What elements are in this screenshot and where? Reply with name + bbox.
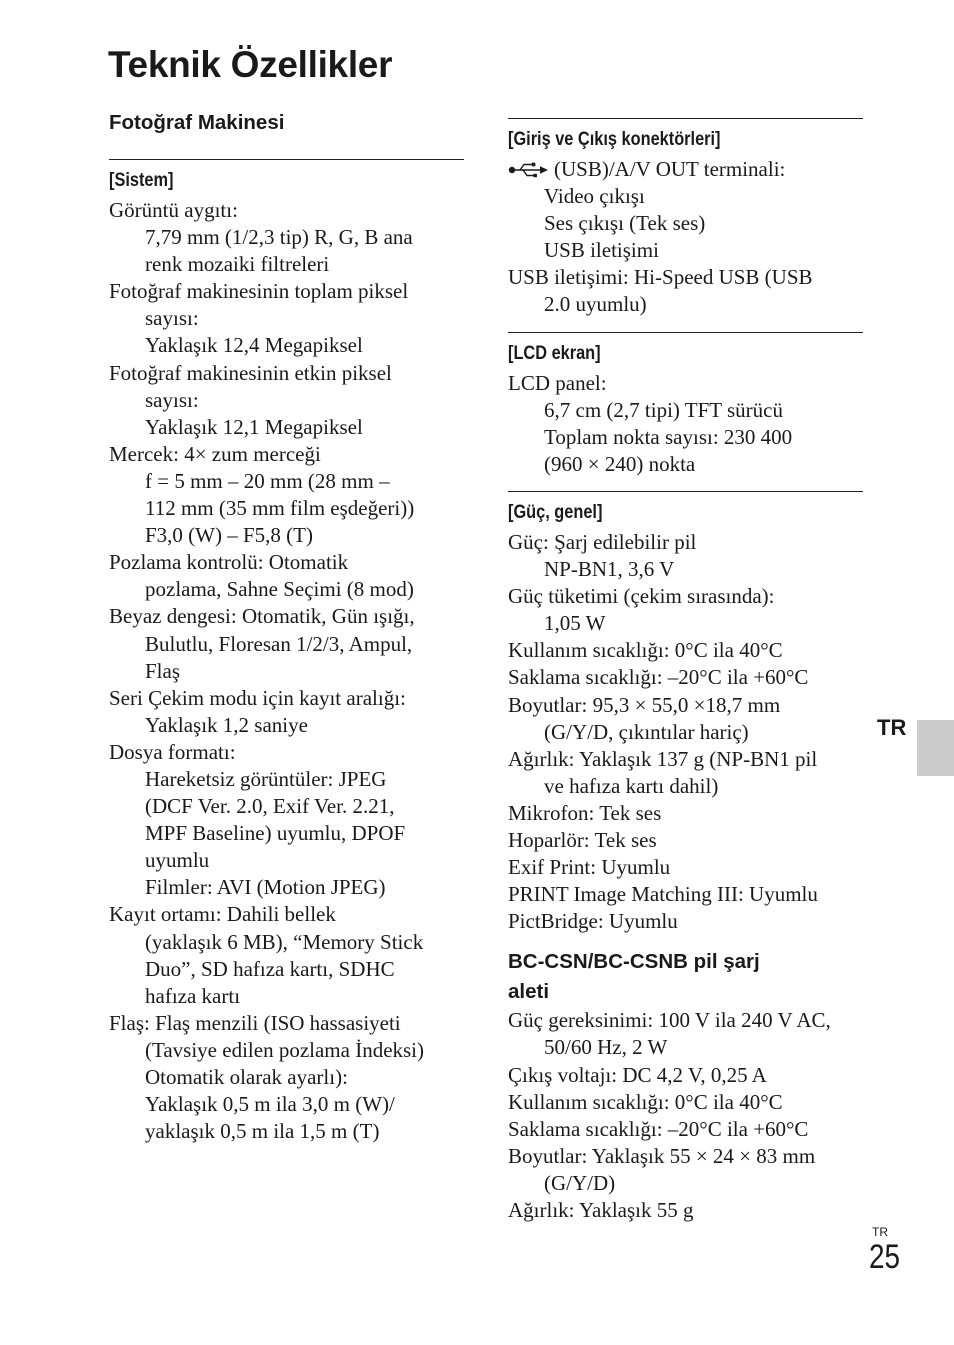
spec-line: NP-BN1, 3,6 V — [544, 557, 675, 582]
spec-line: Boyutlar: 95,3 × 55,0 ×18,7 mm — [508, 692, 781, 717]
spec-line: uyumlu — [145, 848, 210, 873]
spec-line: Saklama sıcaklığı: –20°C ila +60°C — [508, 665, 809, 690]
spec-line: Seri Çekim modu için kayıt aralığı: — [109, 685, 406, 710]
spec-line: 7,79 mm (1/2,3 tip) R, G, B ana — [145, 225, 413, 250]
spec-line: Flaş — [145, 658, 181, 683]
spec-line: Duo”, SD hafıza kartı, SDHC — [145, 956, 395, 981]
right-column — [508, 118, 863, 1224]
section-lcd — [508, 332, 863, 478]
spec-line: Güç gereksinimi: 100 V ila 240 V AC, — [508, 1008, 831, 1033]
usb-terminal-text: (USB)/A/V OUT terminali: — [554, 157, 786, 181]
spec-line: f = 5 mm – 20 mm (28 mm – — [145, 468, 390, 493]
spec-line: (G/Y/D) — [544, 1170, 616, 1195]
spec-line: Toplam nokta sayısı: 230 400 — [544, 424, 793, 449]
spec-line: USB iletişimi — [544, 238, 659, 263]
spec-line: Beyaz dengesi: Otomatik, Gün ışığı, — [109, 604, 415, 629]
spec-line: Flaş: Flaş menzili (ISO hassasiyeti — [109, 1010, 401, 1035]
charger-heading — [508, 947, 863, 1007]
spec-line: Hareketsiz görüntüler: JPEG — [145, 766, 387, 791]
charger-heading-line: BC-CSN/BC-CSNB pil şarj — [508, 950, 760, 974]
lcd-heading: [LCD ekran] — [508, 342, 601, 364]
spec-line: Dosya formatı: — [109, 739, 236, 764]
system-heading: [Sistem] — [109, 170, 174, 191]
usb-icon — [508, 162, 550, 178]
spec-line: Güç: Şarj edilebilir pil — [508, 529, 697, 554]
spec-line: 112 mm (35 mm film eşdeğeri)) — [145, 496, 415, 521]
spec-line: (yaklaşık 6 MB), “Memory Stick — [145, 929, 424, 954]
spec-line: PRINT Image Matching III: Uyumlu — [508, 882, 818, 907]
spec-line: Mercek: 4× zum merceği — [109, 441, 321, 466]
section-charger — [508, 1007, 863, 1224]
spec-line: sayısı: — [145, 306, 199, 331]
spec-line: ve hafıza kartı dahil) — [544, 773, 719, 798]
spec-line: Kayıt ortamı: Dahili bellek — [109, 902, 336, 927]
charger-heading-line: aleti — [508, 980, 550, 1004]
spec-line: Saklama sıcaklığı: –20°C ila +60°C — [508, 1116, 809, 1141]
spec-line: Kullanım sıcaklığı: 0°C ila 40°C — [508, 1089, 783, 1114]
power-heading: [Güç, genel] — [508, 501, 603, 523]
spec-line: Ses çıkışı (Tek ses) — [544, 211, 706, 236]
spec-line: (960 × 240) nokta — [544, 451, 696, 476]
spec-line: Boyutlar: Yaklaşık 55 × 24 × 83 mm — [508, 1143, 816, 1168]
spec-line — [508, 156, 863, 183]
spec-line: Yaklaşık 12,4 Megapiksel — [145, 333, 363, 358]
spec-line: (DCF Ver. 2.0, Exif Ver. 2.21, — [145, 794, 395, 819]
spec-line: Ağırlık: Yaklaşık 137 g (NP-BN1 pil — [508, 746, 818, 771]
page-number: 25 — [869, 1238, 901, 1276]
spec-line: Hoparlör: Tek ses — [508, 827, 657, 852]
spec-line: 1,05 W — [544, 611, 606, 636]
language-side-label: TR — [877, 715, 907, 740]
spec-line: (G/Y/D, çıkıntılar hariç) — [544, 719, 749, 744]
spec-line: LCD panel: — [508, 370, 607, 395]
spec-line: Çıkış voltajı: DC 4,2 V, 0,25 A — [508, 1062, 767, 1087]
spec-line: hafıza kartı — [145, 983, 241, 1008]
spec-line: yaklaşık 0,5 m ila 1,5 m (T) — [145, 1119, 380, 1144]
spec-line: PictBridge: Uyumlu — [508, 909, 678, 934]
spec-line: MPF Baseline) uyumlu, DPOF — [145, 821, 406, 846]
section-power — [508, 491, 863, 935]
spec-line: sayısı: — [145, 387, 199, 412]
spec-line: Pozlama kontrolü: Otomatik — [109, 550, 349, 575]
spec-line: 6,7 cm (2,7 tipi) TFT sürücü — [544, 397, 783, 422]
spec-line: Görüntü aygıtı: — [109, 198, 238, 222]
section-system — [109, 159, 464, 1145]
spec-line: Exif Print: Uyumlu — [508, 855, 671, 880]
page-title: Teknik Özellikler — [108, 44, 393, 85]
spec-line: Yaklaşık 12,1 Megapiksel — [145, 414, 363, 439]
section-connectors — [508, 118, 863, 319]
spec-line: USB iletişimi: Hi-Speed USB (USB — [508, 265, 813, 290]
spec-line: 50/60 Hz, 2 W — [544, 1035, 668, 1060]
spec-line: Filmler: AVI (Motion JPEG) — [145, 875, 386, 900]
spec-line: Yaklaşık 0,5 m ila 3,0 m (W)/ — [145, 1092, 395, 1117]
spec-line: 2.0 uyumlu) — [544, 292, 647, 317]
spec-line: Mikrofon: Tek ses — [508, 800, 662, 825]
spec-line: Ağırlık: Yaklaşık 55 g — [508, 1198, 694, 1222]
spec-line: Güç tüketimi (çekim sırasında): — [508, 584, 775, 609]
spec-line: Fotoğraf makinesinin etkin piksel — [109, 360, 392, 385]
language-side-tab — [917, 720, 954, 776]
left-column — [109, 108, 464, 1145]
spec-line: Video çıkışı — [544, 184, 645, 209]
footer-language: TR — [872, 1225, 888, 1239]
camera-heading: Fotoğraf Makinesi — [109, 111, 285, 134]
spec-line: (Tavsiye edilen pozlama İndeksi) — [145, 1037, 425, 1062]
spec-line: renk mozaiki filtreleri — [145, 252, 330, 277]
spec-line: pozlama, Sahne Seçimi (8 mod) — [145, 577, 414, 602]
spec-line: Kullanım sıcaklığı: 0°C ila 40°C — [508, 638, 783, 663]
spec-line: Otomatik olarak ayarlı): — [145, 1065, 348, 1089]
connectors-heading: [Giriş ve Çıkış konektörleri] — [508, 129, 721, 150]
spec-line: Bulutlu, Floresan 1/2/3, Ampul, — [145, 631, 413, 656]
spec-line: Yaklaşık 1,2 saniye — [145, 712, 308, 737]
spec-line: Fotoğraf makinesinin toplam piksel — [109, 279, 409, 304]
spec-line: F3,0 (W) – F5,8 (T) — [145, 523, 313, 548]
